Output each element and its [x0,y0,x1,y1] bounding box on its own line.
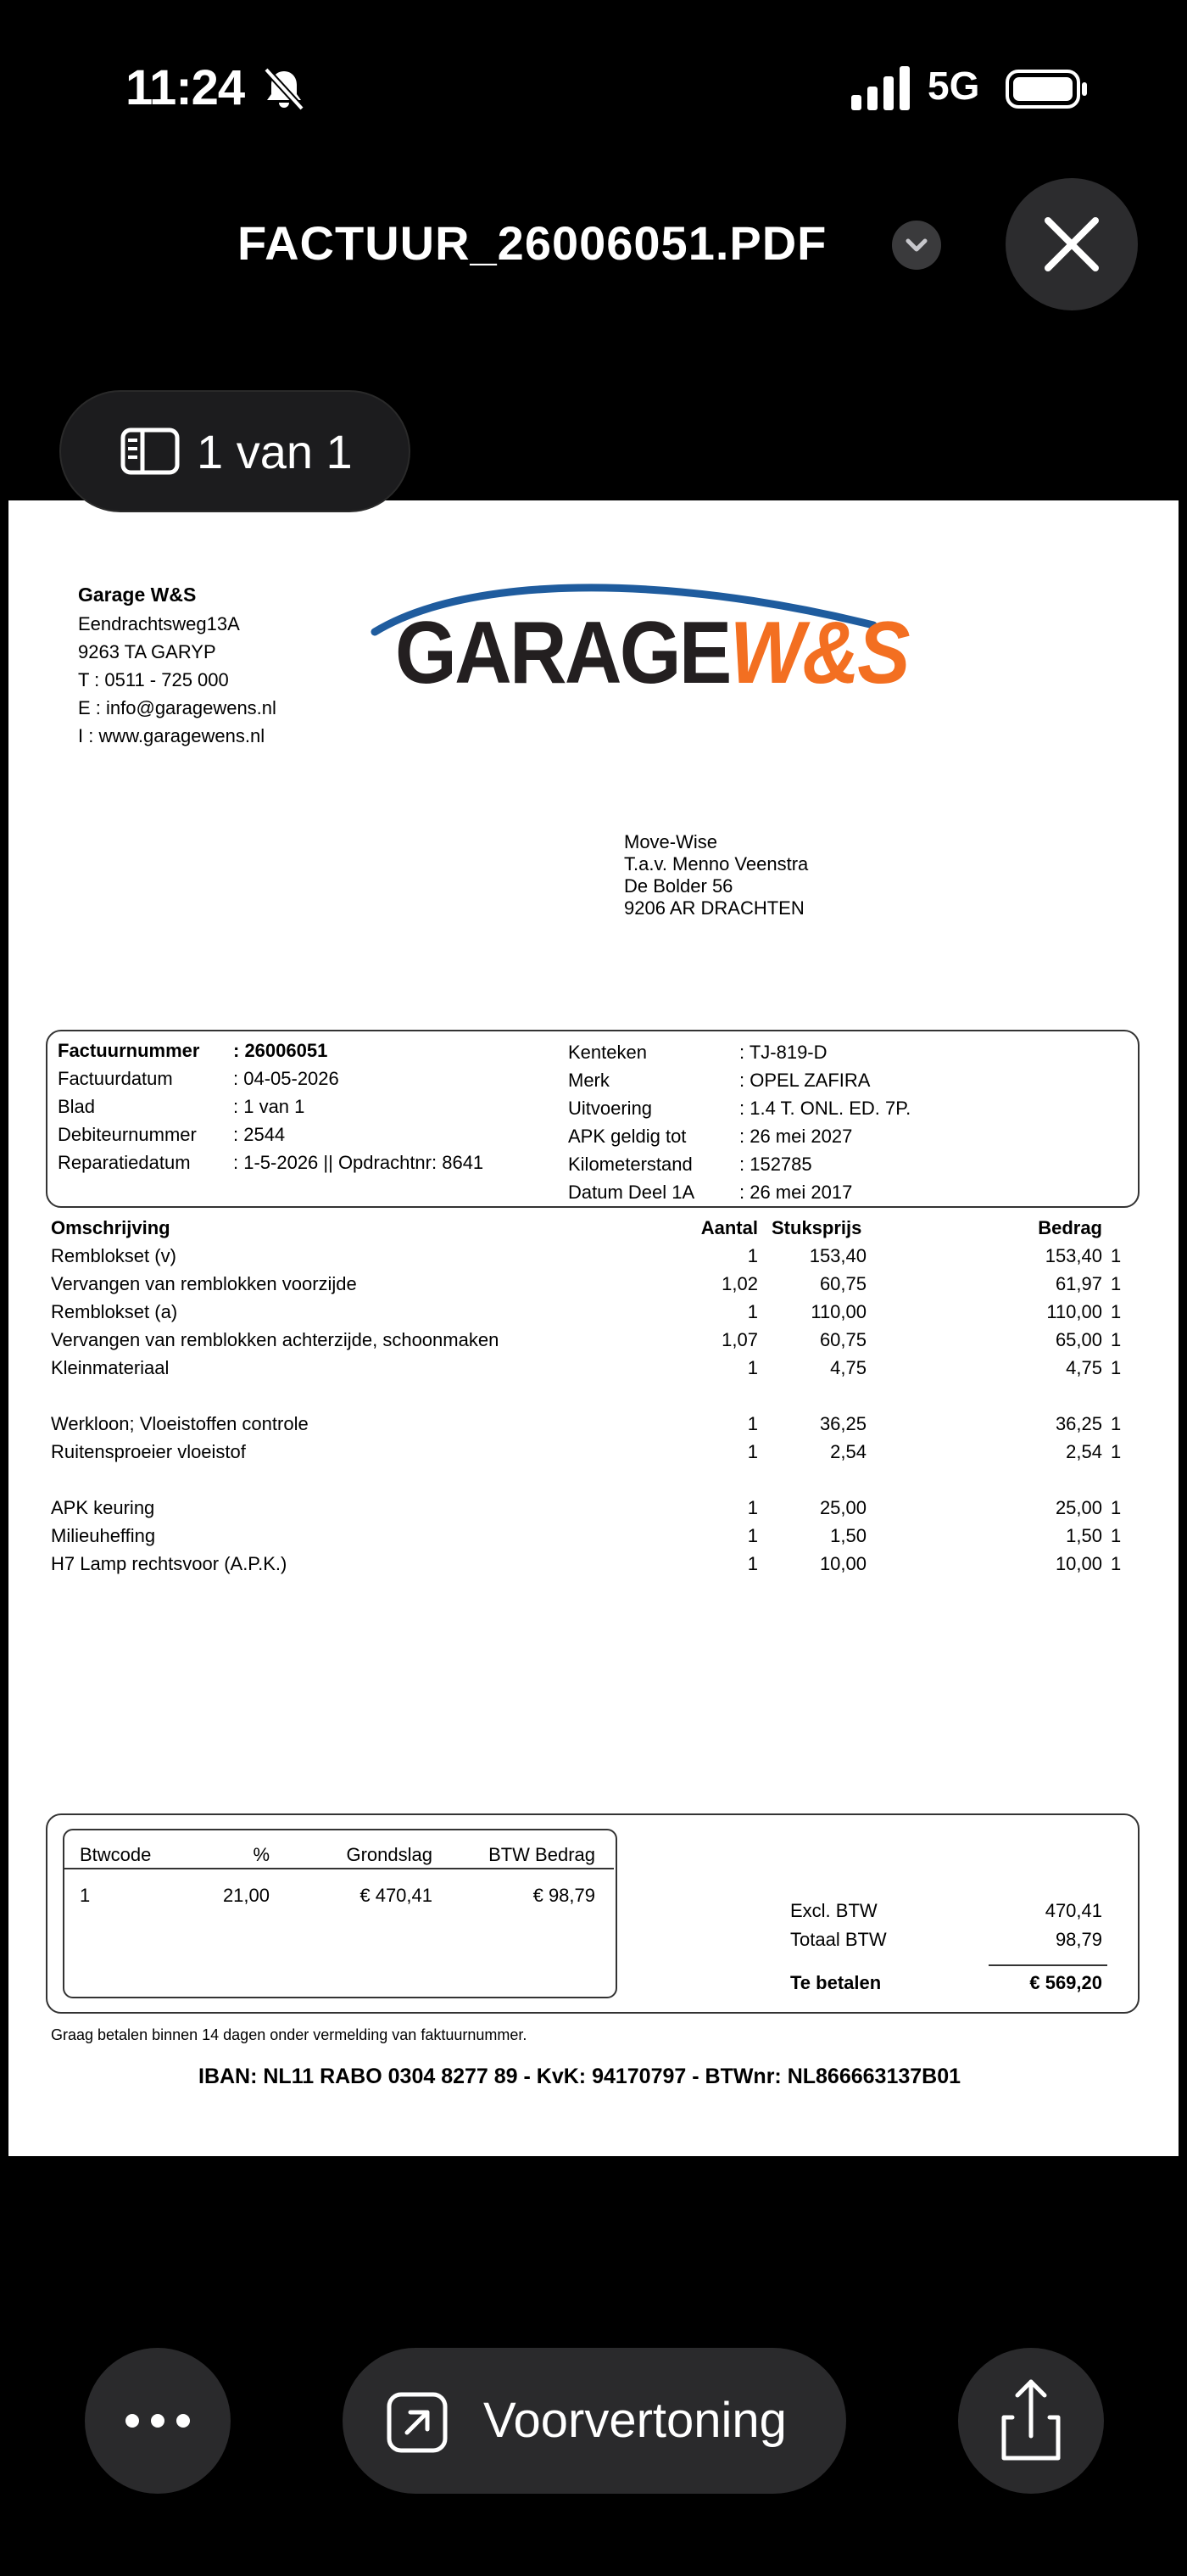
line-quantity: 1 [747,1301,758,1322]
line-unit-price: 1,50 [830,1525,867,1546]
meta-value: : 2544 [233,1124,286,1145]
line-unit-price: 153,40 [809,1245,867,1266]
sender-email: E : info@garagewens.nl [78,697,276,718]
vat-header-divider [64,1868,614,1869]
meta-value: : 04-05-2026 [233,1068,339,1089]
more-button[interactable] [85,2348,231,2494]
line-unit-price: 60,75 [819,1273,867,1294]
line-amount: 153,40 [1045,1245,1102,1266]
line-unit-price: 4,75 [830,1357,867,1378]
line-description: Remblokset (v) [51,1245,176,1266]
total-excl-value: 470,41 [1045,1900,1102,1921]
recipient-line: 9206 AR DRACHTEN [624,897,805,919]
line-quantity: 1,07 [722,1329,758,1350]
line-unit-price: 10,00 [819,1553,867,1574]
preview-button[interactable] [343,2348,846,2494]
line-description: Vervangen van remblokken achterzijde, schoonmaken [51,1329,499,1350]
line-quantity: 1 [747,1245,758,1266]
close-button[interactable] [1006,178,1138,310]
file-title[interactable]: FACTUUR_26006051.PDF [237,216,828,270]
line-vat-code: 1 [1111,1553,1122,1574]
meta-value: : 26 mei 2027 [739,1126,853,1147]
line-amount: 2,54 [1066,1441,1102,1462]
line-quantity: 1 [747,1413,758,1434]
recipient-line: T.a.v. Menno Veenstra [624,853,809,874]
meta-label: Datum Deel 1A [568,1182,695,1203]
line-amount: 61,97 [1055,1273,1102,1294]
line-amount: 1,50 [1066,1525,1102,1546]
sidebar-thumbnails-icon [120,427,180,475]
meta-value: : 26006051 [233,1040,328,1061]
cellular-signal-icon [851,66,911,110]
line-vat-code: 1 [1111,1329,1122,1350]
page-indicator-button[interactable] [61,392,409,511]
total-vat-label: Totaal BTW [790,1929,887,1950]
recipient-line: De Bolder 56 [624,875,733,897]
line-quantity: 1 [747,1357,758,1378]
line-unit-price: 25,00 [819,1497,867,1518]
ellipsis-icon [85,2348,231,2494]
garage-logo [365,581,908,725]
payment-note: Graag betalen binnen 14 dagen onder vermelding van faktuurnummer. [51,2026,527,2043]
line-amount: 25,00 [1055,1497,1102,1518]
total-due-label: Te betalen [790,1972,882,1993]
line-vat-code: 1 [1111,1441,1122,1462]
share-icon [958,2348,1104,2494]
line-description: Ruitensproeier vloeistof [51,1441,246,1462]
line-vat-code: 1 [1111,1497,1122,1518]
line-vat-code: 1 [1111,1301,1122,1322]
line-description: H7 Lamp rechtsvoor (A.P.K.) [51,1553,287,1574]
line-unit-price: 2,54 [830,1441,867,1462]
total-due-value: € 569,20 [1029,1972,1102,1993]
vat-row-percent: 21,00 [222,1885,270,1906]
meta-label: Blad [58,1096,96,1117]
line-vat-code: 1 [1111,1273,1122,1294]
line-vat-code: 1 [1111,1245,1122,1266]
meta-label: Uitvoering [568,1098,653,1119]
col-header-unit-price: Stuksprijs [772,1217,862,1238]
line-amount: 36,25 [1055,1413,1102,1434]
line-unit-price: 110,00 [811,1301,867,1322]
line-description: Remblokset (a) [51,1301,178,1322]
open-external-icon [385,2390,449,2455]
network-type: 5G [928,64,980,108]
line-vat-code: 1 [1111,1525,1122,1546]
chevron-down-icon [892,221,941,270]
sender-name: Garage W&S [78,584,197,606]
meta-label: APK geldig tot [568,1126,687,1147]
line-description: Milieuheffing [51,1525,156,1546]
line-amount: 10,00 [1055,1553,1102,1574]
meta-value: : OPEL ZAFIRA [739,1070,871,1091]
line-amount: 4,75 [1066,1357,1102,1378]
line-vat-code: 1 [1111,1413,1122,1434]
total-vat-value: 98,79 [1055,1929,1102,1950]
meta-label: Merk [568,1070,610,1091]
line-quantity: 1 [747,1497,758,1518]
col-header-description: Omschrijving [51,1217,170,1238]
close-icon [1006,178,1138,310]
logo-text-garage: GARAGE [395,604,730,702]
line-quantity: 1 [747,1525,758,1546]
logo-text-ws: W&S [729,604,908,702]
line-quantity: 1 [747,1553,758,1574]
total-divider [989,1964,1107,1966]
vat-row-base: € 470,41 [359,1885,432,1906]
line-description: Werkloon; Vloeistoffen controle [51,1413,309,1434]
meta-label: Factuurnummer [58,1040,200,1061]
share-button[interactable] [958,2348,1104,2494]
col-header-amount: Bedrag [1038,1217,1102,1238]
meta-value: : 1-5-2026 || Opdrachtnr: 8641 [233,1152,484,1173]
title-menu-button[interactable] [892,221,941,270]
meta-value: : 1 van 1 [233,1096,305,1117]
meta-label: Factuurdatum [58,1068,173,1089]
line-description: Vervangen van remblokken voorzijde [51,1273,357,1294]
line-amount: 65,00 [1055,1329,1102,1350]
col-header-quantity: Aantal [700,1217,758,1238]
recipient-line: Move-Wise [624,831,718,852]
meta-label: Kilometerstand [568,1154,693,1175]
sender-street: Eendrachtsweg13A [78,613,240,634]
line-unit-price: 36,25 [819,1413,867,1434]
vat-header-base: Grondslag [346,1844,432,1865]
line-vat-code: 1 [1111,1357,1122,1378]
line-description: Kleinmateriaal [51,1357,170,1378]
sender-city: 9263 TA GARYP [78,641,216,662]
page-indicator-label: 1 van 1 [197,425,353,478]
pdf-page [8,500,1179,2156]
bank-details: IBAN: NL11 RABO 0304 8277 89 - KvK: 94170797 - BTWnr: NL866663137B01 [198,2065,961,2088]
meta-value: : TJ-819-D [739,1042,828,1063]
line-description: APK keuring [51,1497,155,1518]
meta-label: Debiteurnummer [58,1124,197,1145]
battery-icon [1006,68,1089,110]
meta-value: : 26 mei 2017 [739,1182,853,1203]
vat-header-amount: BTW Bedrag [488,1844,595,1865]
meta-value: : 1.4 T. ONL. ED. 7P. [739,1098,911,1119]
sender-web: I : www.garagewens.nl [78,725,265,746]
vat-header-code: Btwcode [80,1844,152,1865]
bell-slash-icon [259,66,309,112]
line-quantity: 1 [747,1441,758,1462]
total-excl-label: Excl. BTW [790,1900,878,1921]
vat-row-amount: € 98,79 [532,1885,595,1906]
line-amount: 110,00 [1046,1301,1102,1322]
preview-label: Voorvertoning [483,2393,787,2448]
status-time: 11:24 [125,60,245,115]
line-quantity: 1,02 [722,1273,758,1294]
vat-header-percent: % [253,1844,270,1865]
meta-label: Reparatiedatum [58,1152,191,1173]
sender-phone: T : 0511 - 725 000 [78,669,229,690]
vat-row-code: 1 [80,1885,91,1906]
meta-label: Kenteken [568,1042,647,1063]
meta-value: : 152785 [739,1154,812,1175]
line-unit-price: 60,75 [819,1329,867,1350]
